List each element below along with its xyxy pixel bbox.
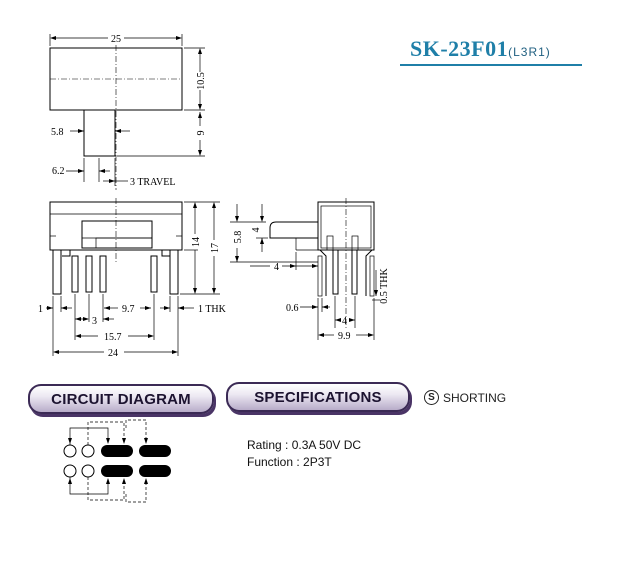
contact-circle: [64, 465, 76, 477]
front-span-label: 9.7: [122, 304, 135, 315]
circuit-diagram-heading: CIRCUIT DIAGRAM: [28, 384, 214, 414]
front-total-label: 24: [108, 348, 118, 359]
part-suffix: (L3R1): [508, 45, 551, 59]
actuator-offset-label: 6.2: [52, 166, 65, 177]
shorting-contact: [139, 465, 171, 477]
side-5-8-label: 5.8: [233, 230, 244, 244]
front-height-outer-label: 17: [210, 243, 221, 253]
actuator-length-label: 9: [196, 130, 207, 136]
shorting-contact: [139, 445, 171, 457]
shorting-symbol-icon: S: [424, 390, 439, 405]
top-view: [50, 34, 207, 190]
contact-circle: [64, 445, 76, 457]
side-9-9-label: 9.9: [338, 331, 351, 342]
front-edge-label: 1: [38, 304, 43, 315]
contact-circle: [82, 465, 94, 477]
side-4-lower-label: 4: [342, 316, 347, 327]
top-height-label: 10.5: [196, 72, 207, 90]
shorting-contact: [101, 445, 133, 457]
front-height-inner-label: 14: [191, 237, 202, 247]
spec-function: Function : 2P3T: [247, 455, 332, 469]
specifications-block: [247, 437, 361, 471]
side-thk-label: 0.5 THK: [379, 268, 390, 304]
spec-rating: Rating : 0.3A 50V DC: [247, 438, 362, 452]
front-thk-label: 1 THK: [198, 304, 226, 315]
shorting-contact: [101, 465, 133, 477]
side-0-6-label: 0.6: [286, 303, 299, 314]
side-4-mid-label: 4: [274, 262, 279, 273]
side-4-upper-label: 4: [251, 227, 262, 233]
top-width-label: 25: [111, 34, 121, 45]
front-view: [38, 198, 227, 359]
shorting-legend-label: SHORTING: [443, 390, 507, 405]
specifications-heading: SPECIFICATIONS: [226, 382, 410, 412]
actuator-width-label: 5.8: [51, 127, 64, 138]
actuator: [84, 110, 115, 156]
contact-circle: [82, 445, 94, 457]
part-number: SK-23F01: [410, 36, 509, 61]
front-slider: [82, 221, 152, 248]
front-span2-label: 15.7: [104, 332, 122, 343]
part-number-title: [410, 36, 551, 62]
travel-label: 3 TRAVEL: [130, 177, 176, 188]
shorting-legend: [424, 390, 506, 405]
circuit-diagram: [64, 420, 171, 502]
front-pitch-label: 3: [92, 316, 97, 327]
title-underline: [400, 64, 582, 66]
side-view: [230, 198, 390, 342]
